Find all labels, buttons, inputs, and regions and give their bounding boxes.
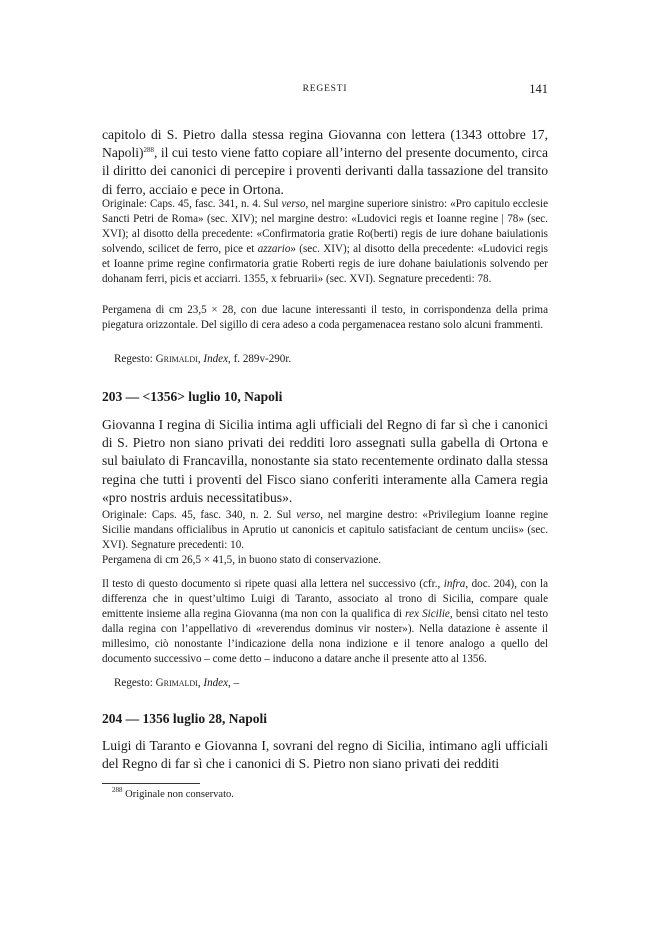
summary-text-cont: , il cui testo viene fatto copiare all’interno del presente documento, circa il diritto dei canonici di percepire i proventi derivanti dalla tassazione del transito di ferro, acciaio e pece in Ortona. xyxy=(102,145,548,197)
pergamena-note-top xyxy=(102,303,548,333)
regesto-label: Regesto: xyxy=(114,677,156,689)
originale-note-top xyxy=(102,197,548,287)
doc-203-originale xyxy=(102,508,548,553)
doc-204-summary xyxy=(102,737,548,773)
note-text-b: , doc. 204), con la differenza che in quest’ultimo Luigi di Taranto, associato al trono di Sicilia, compare quale emittente insieme alla regina Giovanna (ma non con la qualifica di xyxy=(102,578,548,620)
doc-204-heading xyxy=(102,710,548,728)
originale-text: Originale: Caps. 45, fasc. 340, n. 2. Sul xyxy=(102,509,297,521)
regesto-author: Grimaldi xyxy=(155,677,198,689)
regesto-203 xyxy=(102,676,548,691)
originale-text: Originale: Caps. 45, fasc. 341, n. 4. Sul xyxy=(102,198,282,210)
originale-text-c: » (sec. XIV); al disotto della precedente: «Ludovici regis et Ioanne prime regine confirmatoria gratie Roberti regis de iure dohane baiulationis solvendo per dohanam ferri, picis et acciarri. 1355, x februarii» (sec. XVI). Segnature precedenti: 78. xyxy=(102,243,549,285)
pergamena-text: Pergamena di cm 26,5 × 41,5, in buono stato di conservazione. xyxy=(102,554,382,566)
doc-203-heading xyxy=(102,388,548,406)
regesto-author: Grimaldi xyxy=(155,353,198,365)
doc-203-note xyxy=(102,577,548,667)
doc-203-pergamena xyxy=(102,553,548,568)
rex-sicilie-italic: rex Sicilie xyxy=(405,608,450,620)
footnote-rule xyxy=(102,783,200,784)
note-text-c: , bensì citato nel testo dalla regina con l’appellativo di «reverendus dominus vir noster»). Nella datazione è assente il millesimo, ciò nonostante l’indicazione della nona indizione e il tenore analogo a quello del documento successivo – come detto – inducono a datare anche il presente atto al 1356. xyxy=(102,608,548,665)
regesto-label: Regesto: xyxy=(114,353,156,365)
originale-text-b: , nel margine superiore sinistro: «Pro capitulo ecclesie Sancti Petri de Roma» (sec. XIV); nel margine destro: «Ludovici regis et Ioanne regine | 78» (sec. XVI); al disotto della precedente: «Confirmatoria gratie Ro(berti) regis de iure dohane baiulationis solvendo, scilicet de ferro, pice et xyxy=(102,198,548,255)
regesto-work: Index xyxy=(203,677,229,689)
footnote-ref[interactable]: 288 xyxy=(143,146,155,155)
footnote-number: 288 xyxy=(112,786,123,794)
verso-italic: verso xyxy=(281,198,306,210)
pergamena-text: Pergamena di cm 23,5 × 28, con due lacune interessanti il testo, in corrispondenza della prima piegatura orizzontale. Del sigillo di cera adeso a coda pergamenacea restano solo alcuni frammenti. xyxy=(102,304,548,331)
running-title: REGESTI xyxy=(302,84,348,94)
regesto-work: Index xyxy=(203,353,229,365)
originale-text-b: , nel margine destro: «Privilegium Ioanne regine Sicilie mandans officialibus in Aprutio ut canonicis et capitulo satisfaciant de centum unciis» (sec. XVI). Segnature precedenti: 10. xyxy=(102,509,548,551)
regesto-rest: , f. 289v-290r. xyxy=(228,353,292,365)
summary-text: capitolo di S. Pietro dalla stessa regina Giovanna con lettera (1343 ottobre 17, Napoli) xyxy=(102,127,548,161)
regesto-sep: , xyxy=(197,353,204,365)
regesto-top xyxy=(102,352,548,367)
note-text: Il testo di questo documento si ripete quasi alla lettera nel successivo (cfr., xyxy=(102,578,444,590)
azzario-italic: azzario xyxy=(257,243,291,255)
doc-203-summary xyxy=(102,416,548,507)
summary-text: Luigi di Taranto e Giovanna I, sovrani del regno di Sicilia, intimano agli ufficiali del Regno di far sì che i canonici di S. Pietro non siano privati dei redditi xyxy=(102,738,548,772)
continuation-text xyxy=(102,126,548,199)
summary-text: Giovanna I regina di Sicilia intima agli ufficiali del Regno di far sì che i canonici di S. Pietro non siano privati dei redditi loro assegnati sulla gabella di Ortona e sul baiulato di Francavilla, nonostante sia stato recentemente ordinato dalla stessa regina che tutti i proventi del Fisco siano conferiti interamente alla Camera regia «pro nostris arduis necessitatibus». xyxy=(102,417,548,505)
regesto-sep: , xyxy=(197,677,204,689)
regesto-rest: , – xyxy=(228,677,240,689)
running-header xyxy=(102,82,548,98)
doc-heading: 203 — <1356> luglio 10, Napoli xyxy=(102,389,283,404)
footnote-text: Originale non conservato. xyxy=(122,789,234,800)
footnote xyxy=(112,788,234,802)
verso-italic: verso xyxy=(296,509,321,521)
page-number: 141 xyxy=(529,82,548,96)
infra-italic: infra xyxy=(443,578,466,590)
doc-heading: 204 — 1356 luglio 28, Napoli xyxy=(102,711,268,726)
